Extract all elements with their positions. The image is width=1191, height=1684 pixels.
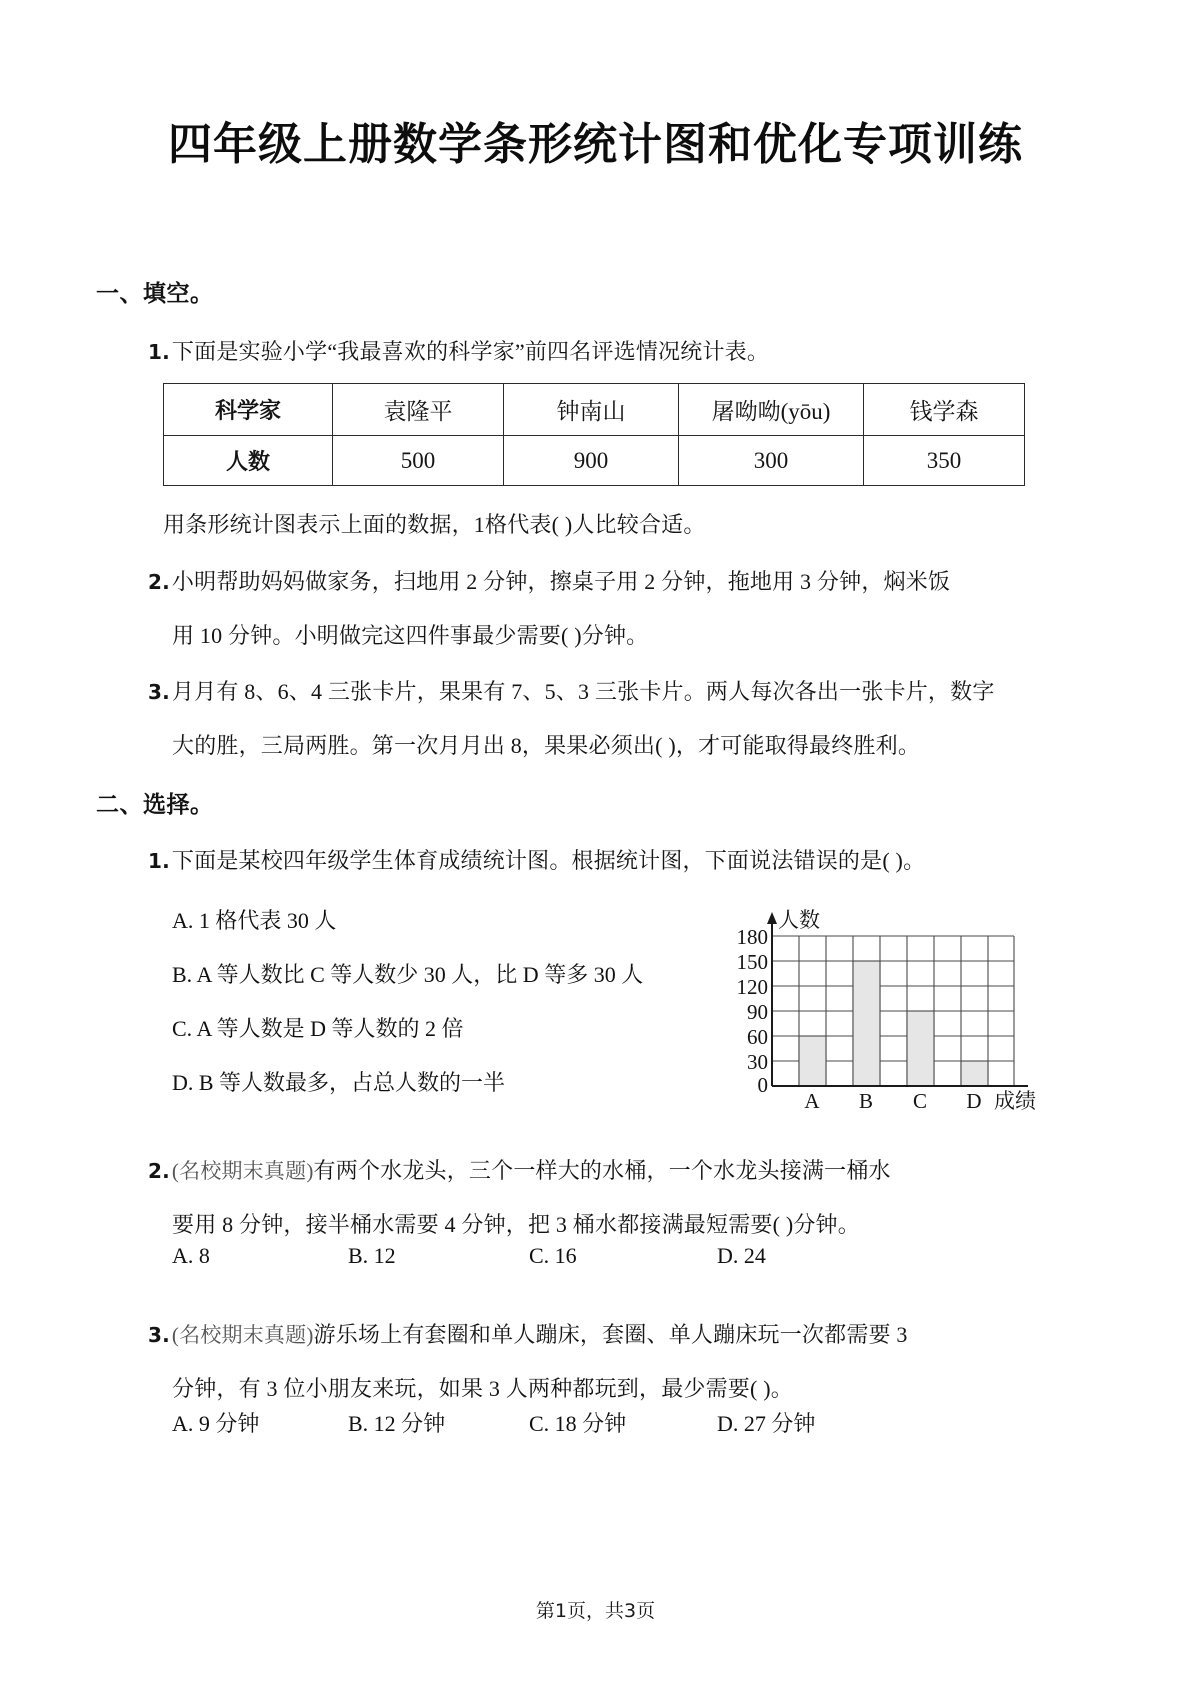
page-footer: 第1页，共3页	[535, 1600, 656, 1622]
option-c[interactable]: C. 18 分钟	[529, 1411, 627, 1436]
svg-text:90: 90	[747, 1000, 768, 1024]
question-number: 2.	[148, 570, 170, 594]
question-line: 月月有 8、6、4 三张卡片，果果有 7、5、3 三张卡片。两人每次各出一张卡片，数字	[171, 679, 995, 704]
question-number: 1.	[148, 340, 170, 364]
scientists-statistics-table	[163, 383, 1025, 486]
question-line: 分钟，有 3 位小朋友来玩，如果 3 人两种都玩到，最少需要( )。	[172, 1376, 793, 1401]
section-heading-fill-in: 一、填空。	[96, 281, 214, 307]
table-cell: 钟南山	[504, 384, 679, 436]
question-line: 要用 8 分钟，接半桶水需要 4 分钟，把 3 桶水都接满最短需要( )分钟。	[172, 1212, 860, 1237]
question-fill-1	[148, 325, 1088, 379]
option-b[interactable]: B. A 等人数比 C 等人数少 30 人，比 D 等多 30 人	[172, 962, 644, 987]
svg-text:120: 120	[736, 975, 768, 999]
table-cell: 500	[333, 436, 504, 486]
chart-bars	[799, 961, 988, 1086]
svg-text:30: 30	[747, 1050, 768, 1074]
question-line: 有两个水龙头，三个一样大的水桶，一个水龙头接满一桶水	[313, 1158, 891, 1183]
option-c[interactable]: C. A 等人数是 D 等人数的 2 倍	[172, 1016, 464, 1041]
option-b[interactable]: B. 12 分钟	[348, 1411, 446, 1436]
svg-text:B: B	[858, 1089, 874, 1112]
option-b[interactable]: B. 12	[348, 1243, 396, 1268]
table-cell: 屠呦呦(yōu)	[679, 384, 864, 436]
question-tag: (名校期末真题)	[171, 1323, 314, 1347]
svg-text:D: D	[966, 1089, 982, 1112]
question-fill-2	[148, 555, 1098, 663]
page-title: 四年级上册数学条形统计图和优化专项训练	[168, 119, 1023, 170]
question-choice-2-options	[172, 1243, 972, 1269]
question-number: 3.	[148, 1323, 170, 1347]
sports-grade-bar-chart	[716, 900, 1036, 1112]
table-row-header: 人数	[164, 436, 333, 486]
bar-C	[907, 1011, 934, 1086]
svg-text:150: 150	[736, 950, 768, 974]
bar-D	[961, 1061, 988, 1086]
table-cell: 300	[679, 436, 864, 486]
bar-A	[799, 1036, 826, 1086]
question-line: 大的胜，三局两胜。第一次月月出 8，果果必须出( )，才可能取得最终胜利。	[172, 733, 921, 758]
question-number: 2.	[148, 1159, 170, 1183]
question-choice-3	[148, 1308, 1098, 1416]
question-tag: (名校期末真题)	[171, 1159, 314, 1183]
option-c[interactable]: C. 16	[529, 1243, 577, 1268]
question-line: 游乐场上有套圈和单人蹦床，套圈、单人蹦床玩一次都需要 3	[313, 1322, 908, 1347]
x-axis-label: 成绩	[994, 1089, 1036, 1112]
question-text: 下面是实验小学“我最喜欢的科学家”前四名评选情况统计表。	[171, 339, 770, 364]
option-d[interactable]: D. 24	[717, 1243, 766, 1268]
question-number: 1.	[148, 849, 170, 873]
option-d[interactable]: D. 27 分钟	[717, 1411, 816, 1436]
question-fill-3	[148, 665, 1098, 773]
table-row	[164, 436, 1025, 486]
question-choice-1	[148, 834, 1098, 888]
section-heading-choice: 二、选择。	[96, 792, 214, 818]
svg-text:C: C	[912, 1089, 928, 1112]
svg-text:180: 180	[736, 925, 768, 949]
option-a[interactable]: A. 9 分钟	[172, 1411, 260, 1436]
y-axis-tick-labels	[737, 925, 769, 1097]
question-fill-1-note: 用条形统计图表示上面的数据，1格代表( )人比较合适。	[163, 512, 706, 537]
table-cell: 350	[864, 436, 1025, 486]
question-line: 小明帮助妈妈做家务，扫地用 2 分钟，擦桌子用 2 分钟，拖地用 3 分钟，焖米饭	[171, 569, 951, 594]
svg-text:A: A	[804, 1089, 820, 1112]
table-cell: 袁隆平	[333, 384, 504, 436]
svg-text:0: 0	[757, 1073, 768, 1097]
option-d[interactable]: D. B 等人数最多，占总人数的一半	[172, 1070, 506, 1095]
table-row-header: 科学家	[164, 384, 333, 436]
option-a[interactable]: A. 1 格代表 30 人	[172, 908, 337, 933]
x-axis-tick-labels	[804, 1089, 981, 1112]
question-choice-1-options	[172, 894, 712, 1110]
question-text: 下面是某校四年级学生体育成绩统计图。根据统计图，下面说法错误的是( )。	[171, 848, 926, 873]
question-choice-3-options	[172, 1407, 1012, 1438]
bar-B	[853, 961, 880, 1086]
svg-text:60: 60	[747, 1025, 768, 1049]
table-cell: 900	[504, 436, 679, 486]
option-a[interactable]: A. 8	[172, 1243, 210, 1268]
y-axis-label: 人数	[778, 908, 820, 932]
question-line: 用 10 分钟。小明做完这四件事最少需要( )分钟。	[172, 623, 649, 648]
question-number: 3.	[148, 680, 170, 704]
question-choice-2	[148, 1144, 1098, 1252]
table-row	[164, 384, 1025, 436]
y-axis-arrow	[767, 912, 777, 924]
table-cell: 钱学森	[864, 384, 1025, 436]
